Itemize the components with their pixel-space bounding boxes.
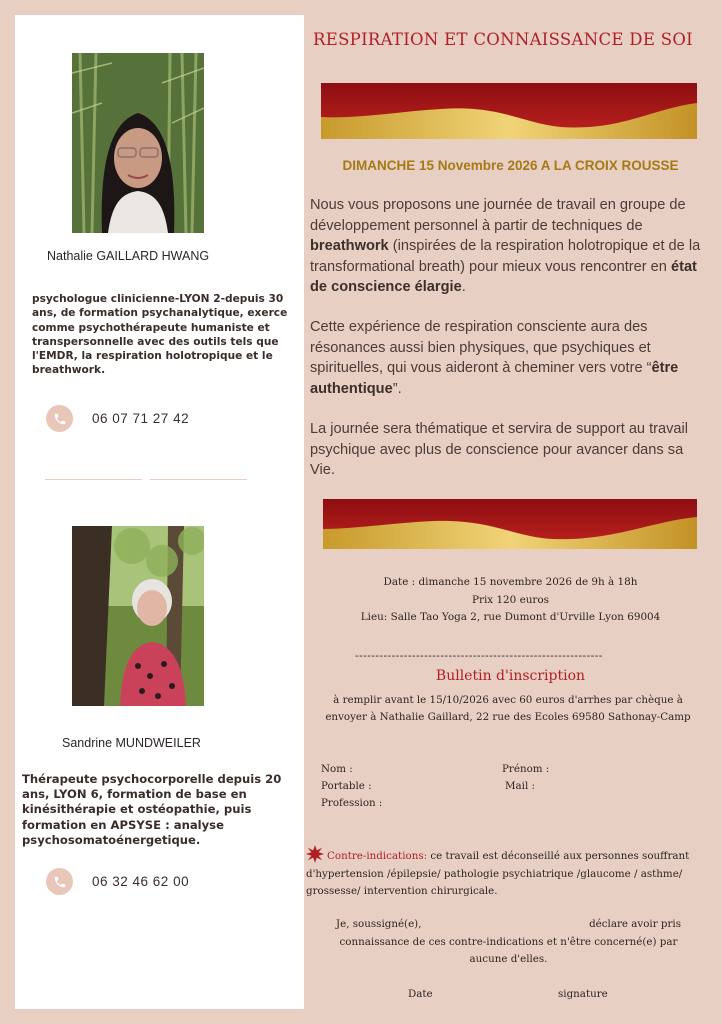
intro-paragraph-1: Nous vous proposons une journée de travail en groupe de développement personnel à partir de techniques de breathwork (inspirées de la respiration holotropique et de la transformational breath) pour mieux vous rencontrer en état de conscience élargie.	[310, 197, 701, 296]
contra-indications	[306, 845, 701, 901]
bulletin-description	[318, 692, 698, 726]
detail-date: Date : dimanche 15 novembre 2026 de 9h à 18h	[383, 576, 638, 588]
separator-dashes: -------------------------------------------------------------	[355, 650, 603, 662]
person-name-2: Sandrine MUNDWEILER	[62, 736, 201, 750]
page-title: RESPIRATION ET CONNAISSANCE DE SOI	[313, 30, 693, 49]
bulletin-desc-line-2: envoyer à Nathalie Gaillard, 22 rue des Ecoles 69580 Sathonay-Camp	[325, 711, 691, 723]
phone-contact-1[interactable]	[46, 405, 189, 432]
contra-text: ce travail est déconseillé aux personnes souffrant d'hypertension /épilepsie/ pathologie psychiatrique /glaucome / asthme/ grossesse/ intervention chirurgicale.	[306, 850, 690, 897]
field-portable[interactable]: Portable :	[321, 780, 372, 792]
field-nom[interactable]: Nom :	[321, 763, 353, 775]
detail-place: Lieu: Salle Tao Yoga 2, rue Dumont d'Urville Lyon 69004	[360, 611, 661, 623]
declaration-end: connaissance de ces contre-indications et n'être concerné(e) par aucune d'elles.	[339, 935, 678, 965]
date-label: Date	[408, 988, 433, 1000]
person-bio-2: Thérapeute psychocorporelle depuis 20 ans, LYON 6, formation de base en kinésithérapie et ostéopathie, puis formation en APSYSE : analyse psychosomatoénergetique.	[22, 772, 282, 847]
phone-icon	[46, 868, 73, 895]
declaration-middle: déclare avoir pris	[589, 918, 681, 930]
portrait-photo-sandrine	[72, 526, 204, 706]
detail-price: Prix 120 euros	[472, 593, 549, 606]
intro-paragraph-2: Cette expérience de respiration consciente aura des résonances aussi bien physiques, que psychiques et spirituelles, qui vous aideront à cheminer vers votre “être authentique”.	[310, 319, 679, 397]
person-name-1: Nathalie GAILLARD HWANG	[47, 249, 210, 263]
field-prenom[interactable]: Prénom :	[502, 763, 550, 775]
declaration-start: Je, soussigné(e),	[336, 918, 422, 930]
decorative-banner-top	[321, 83, 697, 139]
intro-paragraph-3: La journée sera thématique et servira de support au travail psychique avec plus de conscience pour avancer dans sa Vie.	[310, 421, 689, 479]
field-mail[interactable]: Mail :	[505, 780, 536, 792]
phone-number-2: 06 32 46 62 00	[92, 874, 190, 889]
warning-burst-icon	[306, 845, 324, 863]
bulletin-desc-line-1: à remplir avant le 15/10/2026 avec 60 euros d'arrhes par chèque à	[333, 694, 683, 706]
divider-right	[150, 479, 247, 480]
phone-contact-2[interactable]	[46, 868, 189, 895]
event-date-headline: DIMANCHE 15 Novembre 2026 A LA CROIX ROUSSE	[342, 158, 679, 173]
person-bio-1: psychologue clinicienne-LYON 2-depuis 30 ans, de formation psychanalytique, exerce comme psychothérapeute humaniste et transpersonnelle avec des outils tels que l'EMDR, la respiration holotropique et le breathwork.	[32, 293, 288, 377]
bulletin-title: Bulletin d'inscription	[435, 668, 586, 684]
field-profession[interactable]: Profession :	[321, 797, 383, 809]
declaration	[336, 916, 681, 969]
event-details	[313, 574, 708, 627]
contra-label: Contre-indications:	[327, 850, 428, 862]
decorative-banner-bottom	[323, 499, 697, 549]
phone-icon	[46, 405, 73, 432]
divider-left	[45, 479, 142, 480]
portrait-photo-nathalie	[72, 53, 204, 233]
phone-number-1: 06 07 71 27 42	[92, 411, 190, 426]
signature-label: signature	[558, 988, 608, 1000]
